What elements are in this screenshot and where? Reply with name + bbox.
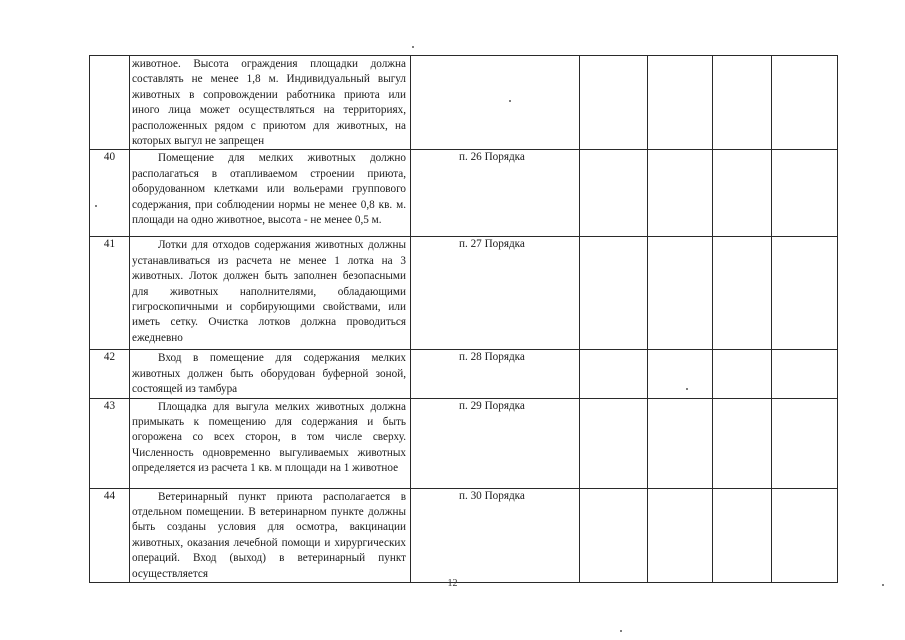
requirement-text: Помещение для мелких животных должно располагаться в отапливаемом строении приюта, оборудованном клетками или вольерами группового содержания, при соблюдении нормы не менее 0,8 кв. м. площади на одно животное, высота - не менее 0,5 м.: [130, 150, 411, 237]
requirement-text: Ветеринарный пункт приюта располагается в отдельном помещении. В ветеринарном пункте должны быть созданы условия для осмотра, вакцинации животных, оказания лечебной помощи и хирургических операций. Вход (выход) в ветеринарный пункт осуществляется: [130, 488, 411, 582]
row-number: 41: [90, 237, 130, 350]
empty-cell: [772, 150, 838, 237]
scan-speck: [95, 205, 97, 207]
table-row: [90, 56, 838, 150]
empty-cell: [713, 488, 772, 582]
source-reference: п. 27 Порядка: [411, 237, 580, 350]
empty-cell: [648, 398, 713, 488]
requirement-text: Вход в помещение для содержания мелких животных должен быть оборудован буферной зоной, состоящей из тамбура: [130, 350, 411, 398]
table-row: [90, 237, 838, 350]
empty-cell: [713, 56, 772, 150]
row-number: 44: [90, 488, 130, 582]
row-number: 43: [90, 398, 130, 488]
page-number: 12: [447, 578, 458, 589]
requirements-table: [89, 55, 838, 583]
empty-cell: [772, 56, 838, 150]
empty-cell: [713, 150, 772, 237]
table-row: [90, 488, 838, 582]
empty-cell: [580, 398, 648, 488]
empty-cell: [772, 488, 838, 582]
empty-cell: [580, 237, 648, 350]
scan-speck: [620, 630, 622, 632]
row-number: 40: [90, 150, 130, 237]
requirement-text: Лотки для отходов содержания животных должны устанавливаться из расчета не менее 1 лотка на 3 животных. Лоток должен быть заполнен безопасными для животных наполнителями, обладающими гигроскопичными и сорбирующими свойствами, или иметь сетку. Очистка лотков должна проводиться ежедневно: [130, 237, 411, 350]
scan-speck: [412, 46, 414, 48]
empty-cell: [648, 56, 713, 150]
empty-cell: [648, 150, 713, 237]
empty-cell: [648, 488, 713, 582]
requirement-text: Площадка для выгула мелких животных должна примыкать к помещению для содержания и быть огорожена со всех сторон, в том числе сверху. Численность одновременно выгуливаемых животных определяется из расчета 1 кв. м площади на 1 животное: [130, 398, 411, 488]
row-number: 42: [90, 350, 130, 398]
empty-cell: [580, 350, 648, 398]
empty-cell: [772, 237, 838, 350]
requirement-text: животное. Высота ограждения площадки должна составлять не менее 1,8 м. Индивидуальный выгул животных в сопровождении работника приюта или иного лица может осуществляться на территориях, расположенных рядом с приютом для животных, на которых выгул не запрещен: [130, 56, 411, 150]
table-row: [90, 398, 838, 488]
empty-cell: [648, 350, 713, 398]
empty-cell: [772, 350, 838, 398]
table-row: [90, 150, 838, 237]
scan-speck: [509, 100, 511, 102]
empty-cell: [580, 488, 648, 582]
empty-cell: [580, 150, 648, 237]
empty-cell: [772, 398, 838, 488]
source-reference: п. 29 Порядка: [411, 398, 580, 488]
empty-cell: [648, 237, 713, 350]
empty-cell: [580, 56, 648, 150]
scan-speck: [882, 584, 884, 586]
empty-cell: [713, 350, 772, 398]
scan-speck: [686, 388, 688, 390]
source-reference: п. 26 Порядка: [411, 150, 580, 237]
row-number: [90, 56, 130, 150]
empty-cell: [713, 398, 772, 488]
table-row: [90, 350, 838, 398]
source-reference: п. 28 Порядка: [411, 350, 580, 398]
empty-cell: [713, 237, 772, 350]
source-reference: [411, 56, 580, 150]
source-reference: п. 30 Порядка: [411, 488, 580, 582]
